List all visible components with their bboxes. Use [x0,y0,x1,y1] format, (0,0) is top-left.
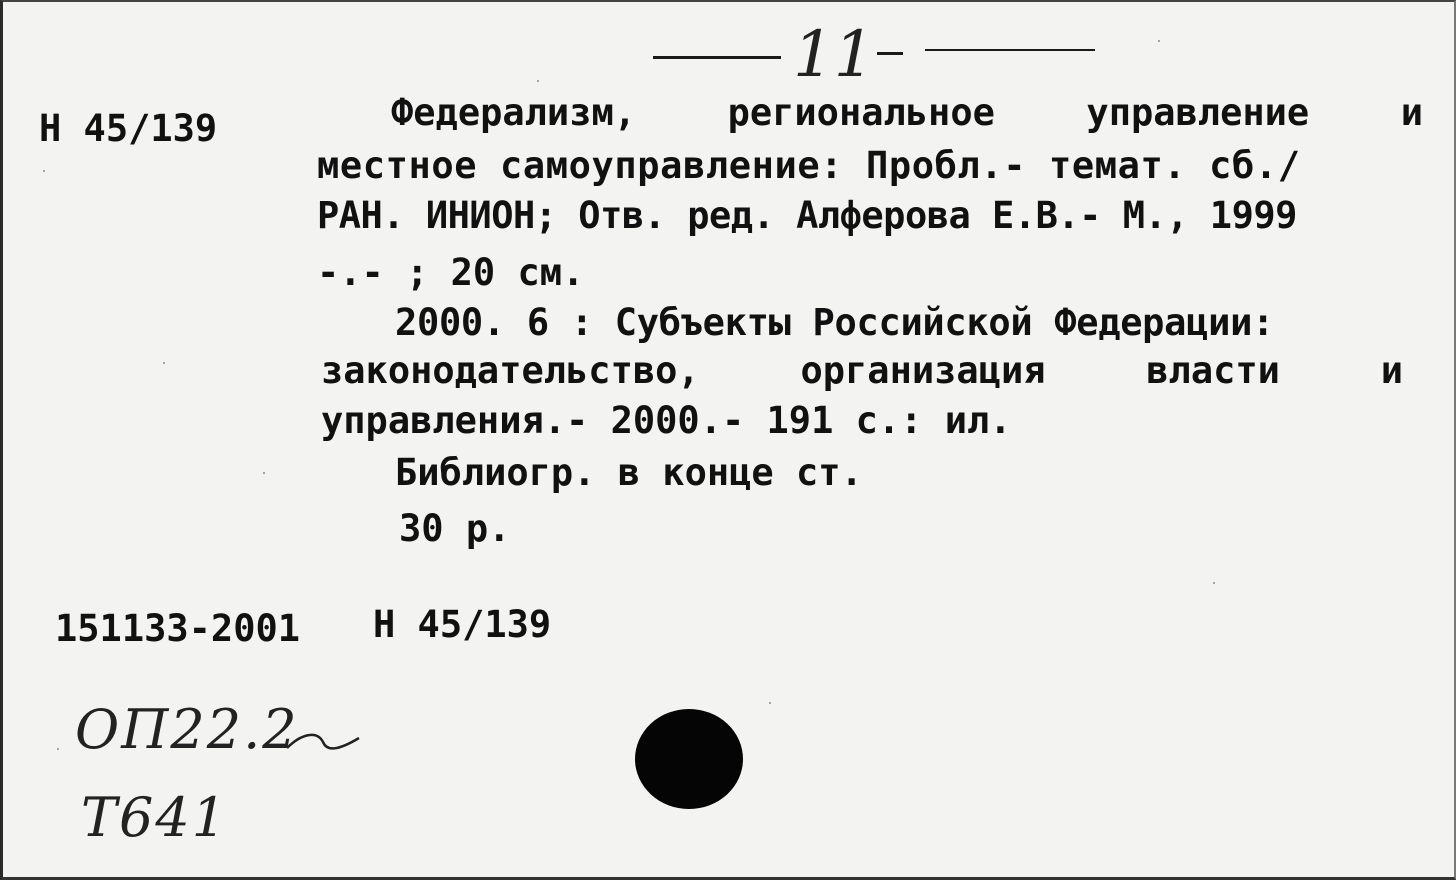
page-number: 11 [793,18,875,92]
description-line-4: -.- ; 20 см. [317,251,585,294]
scan-speck [43,170,45,172]
issue-word: законодательство, [321,349,700,392]
issue-word: организация [800,349,1046,392]
handwritten-classification: ОП22.2 [75,698,299,761]
issue-line-2 [321,349,1403,392]
title-word: управление [1086,91,1310,134]
scan-speck [57,748,59,750]
issue-line: 2000. 6 : Субъекты Российской Федерации: [395,301,1275,344]
scan-speck [163,362,165,364]
header-rule-left [653,56,781,59]
shelfmark-top: Н 45/139 [39,107,218,150]
scan-speck [1158,40,1160,42]
scan-speck [263,472,265,474]
card-punch-hole [635,709,743,809]
description-line-3: РАН. ИНИОН; Отв. ред. Алферова Е.В.- М., 1999 [317,194,1297,237]
description-line-2: местное самоуправление: Пробл.- темат. сб./ [317,144,1301,187]
bibliography-note: Библиогр. в конце ст. [395,451,863,494]
issue-word: и [1380,349,1403,392]
scan-speck [769,702,771,704]
issue-line-3: управления.- 2000.- 191 с.: ил. [321,399,1012,442]
title-word: и [1400,91,1423,134]
accession-shelfmark: Н 45/139 [373,603,552,646]
header-dash [877,52,903,55]
accession-number: 151133-2001 [55,607,301,650]
description-title-line [391,91,1423,134]
price: 30 р. [399,507,511,550]
title-word: Федерализм, [391,91,637,134]
scan-speck [537,80,539,82]
header-rule-right [925,49,1095,51]
scan-speck [1213,582,1215,584]
issue-word: власти [1146,349,1280,392]
handwritten-author-mark: Т641 [81,786,229,849]
title-word: региональное [727,91,995,134]
handwritten-flourish [283,720,363,760]
